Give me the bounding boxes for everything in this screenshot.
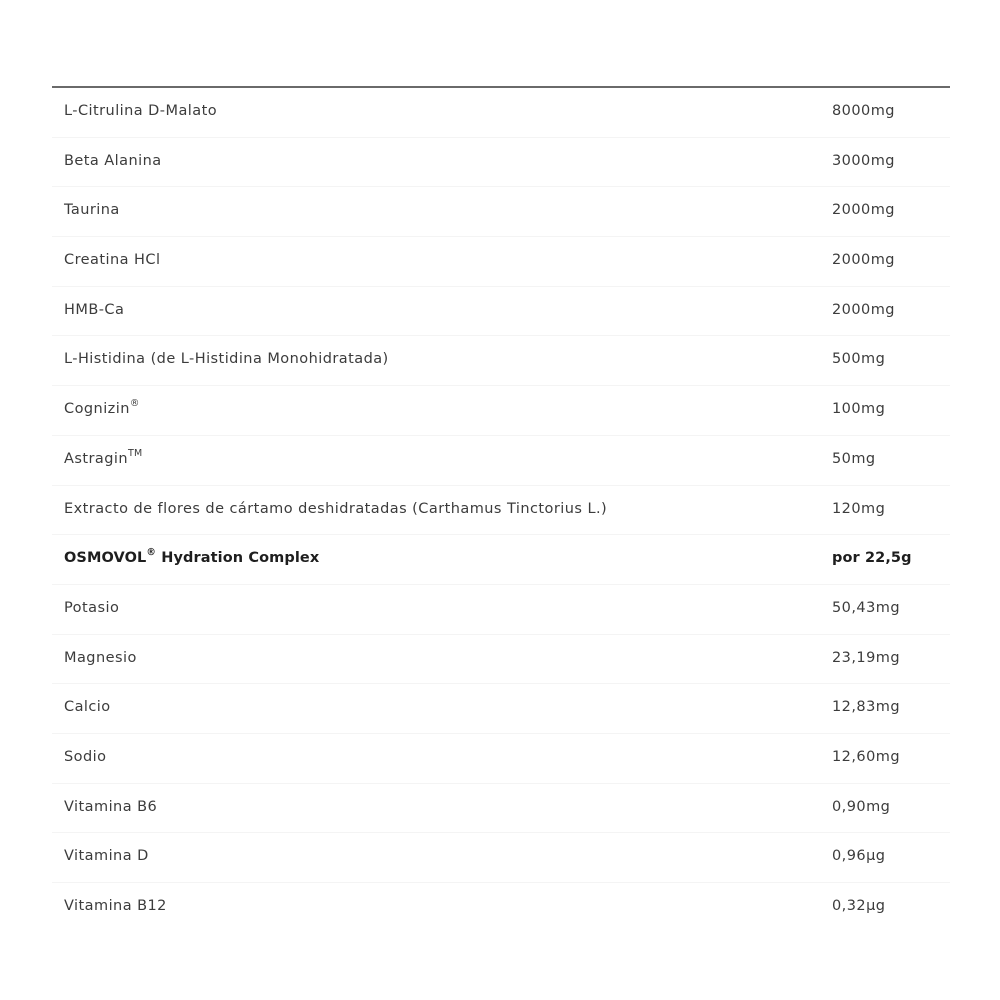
table-row [52,436,950,486]
ingredient-name-text: Astragin [64,450,129,467]
table-row [52,734,950,784]
ingredient-list [52,88,950,933]
ingredient-name-text: Sodio [64,748,107,765]
ingredient-name-text: Calcio [64,699,111,716]
table-row [52,486,950,536]
ingredient-amount: 0,96µg [832,848,886,865]
ingredient-amount: 3000mg [832,152,895,169]
table-row [52,883,950,933]
nutrition-table [52,86,950,933]
ingredient-name-text: L-Citrulina D-Malato [64,103,218,119]
ingredient-name [64,898,167,914]
ingredient-amount: 50,43mg [832,599,900,616]
ingredient-amount: 50mg [832,450,876,467]
ingredient-amount: 8000mg [832,103,895,119]
ingredient-name [64,447,143,467]
ingredient-name [64,351,389,367]
table-row [52,187,950,237]
section-title-suffix: Hydration Complex [156,550,320,567]
ingredient-name [64,202,120,218]
ingredient-amount: 12,83mg [832,699,900,716]
ingredient-amount: 500mg [832,351,886,368]
ingredient-amount: 2000mg [832,202,895,219]
ingredient-name [64,600,119,616]
ingredient-name [64,848,149,864]
ingredient-name-text: Potasio [64,599,120,616]
trademark-mark: ® [129,398,140,410]
section-title [64,547,320,567]
ingredient-amount: 120mg [832,500,886,517]
table-row [52,684,950,734]
ingredient-name-text: OSMOVOL [64,550,147,567]
trademark-mark: TM [128,447,143,459]
table-row [52,635,950,685]
trademark-mark: ® [146,547,157,559]
ingredient-name-text: Magnesio [64,649,137,666]
ingredient-name-text: Creatina HCl [64,252,161,269]
ingredient-name [64,252,160,268]
ingredient-name-text: Vitamina B6 [64,798,158,815]
table-row [52,833,950,883]
ingredient-amount: 0,32µg [832,898,886,914]
table-row [52,88,950,138]
table-row [52,237,950,287]
ingredient-name [64,699,111,715]
ingredient-name-text: Beta Alanina [64,152,162,169]
ingredient-name-text: Vitamina D [64,848,149,865]
section-header-row [52,535,950,585]
table-row [52,386,950,436]
table-row [52,138,950,188]
ingredient-amount: 0,90mg [832,798,891,815]
table-row [52,585,950,635]
ingredient-name-text: Cognizin [64,401,130,418]
ingredient-amount: 2000mg [832,301,895,318]
table-row [52,287,950,337]
ingredient-name [64,749,106,765]
ingredient-amount: 12,60mg [832,748,900,765]
ingredient-amount: 23,19mg [832,649,900,666]
ingredient-name [64,153,162,169]
ingredient-name [64,650,137,666]
table-row [52,336,950,386]
ingredient-name [64,302,124,318]
ingredient-amount: 2000mg [832,252,895,269]
ingredient-name-text: HMB-Ca [64,301,125,318]
ingredient-name [64,103,217,119]
ingredient-name [64,398,140,418]
ingredient-name-text: Taurina [64,202,120,219]
ingredient-name [64,501,607,517]
ingredient-name-text: L-Histidina (de L-Histidina Monohidratada) [64,351,389,368]
ingredient-name-text: Extracto de flores de cártamo deshidratadas (Carthamus Tinctorius L.) [64,500,608,517]
ingredient-amount: 100mg [832,401,886,418]
ingredient-name [64,799,157,815]
table-row [52,784,950,834]
ingredient-name-text: Vitamina B12 [64,898,167,914]
serving-size: por 22,5g [832,550,912,567]
